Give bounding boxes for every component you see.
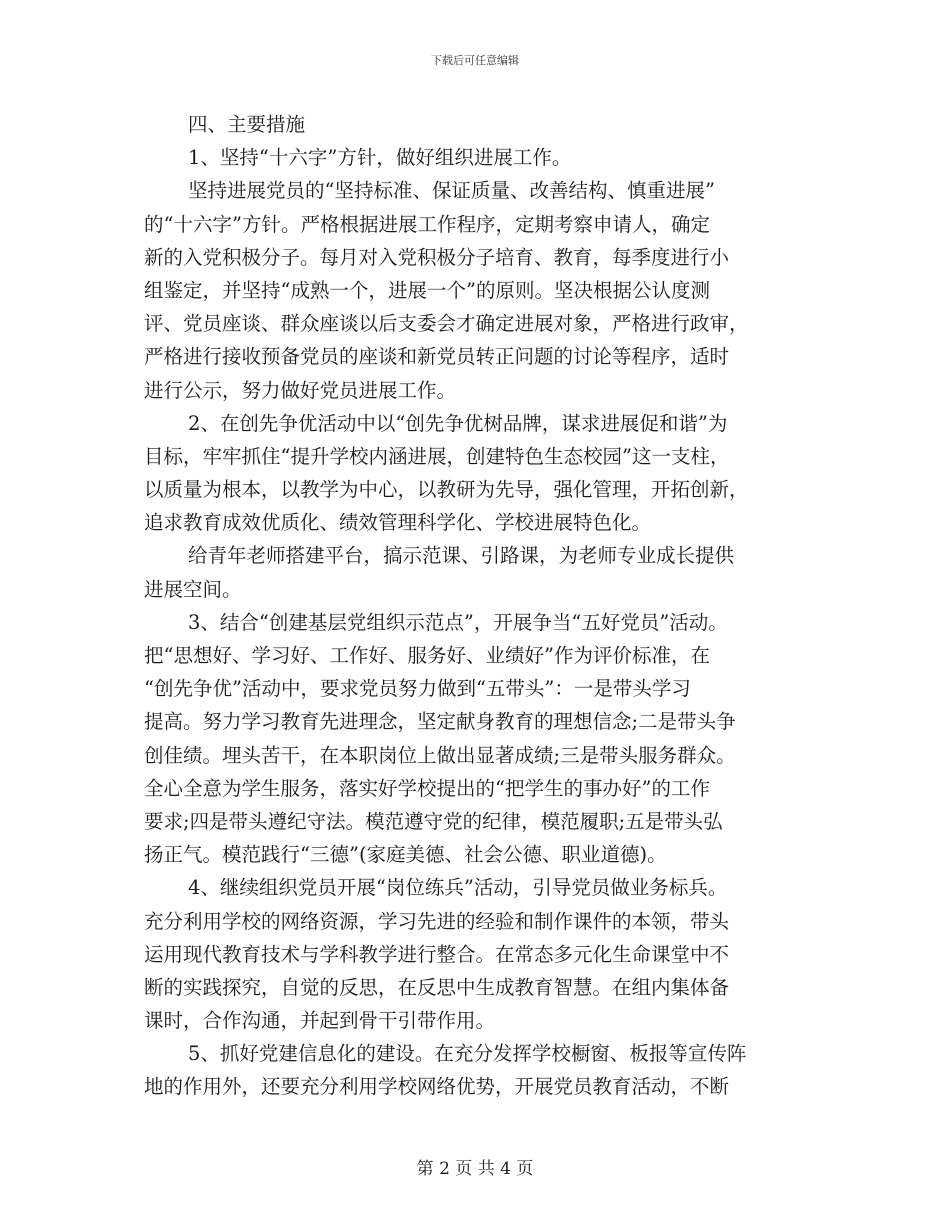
page-footer: 第 2 页 共 4 页 [416, 1159, 534, 1179]
text-line: 4、继续组织党员开展“岗位练兵”活动，引导党员做业务标兵。 [188, 876, 728, 900]
text-line: 把“思想好、学习好、工作好、服务好、业绩好”作为评价标准，在 [144, 644, 710, 667]
text-line: 给青年老师搭建平台，搞示范课、引路课，为老师专业成长提供 [188, 544, 735, 568]
text-line: 坚持进展党员的“坚持标准、保证质量、改善结构、慎重进展” [188, 179, 715, 203]
text-line: 进行公示，努力做好党员进展工作。 [144, 378, 457, 402]
page-header: 下载后可任意编辑 [431, 54, 519, 67]
text-line: 组鉴定，并坚持“成熟一个，进展一个”的原则。坚决根据公认度测 [144, 278, 710, 302]
text-line: “创先争优”活动中，要求党员努力做到“五带头”：一是带头学习 [144, 677, 691, 701]
text-line: 5、抓好党建信息化的建设。在充分发挥学校橱窗、板报等宣传阵 [188, 1042, 747, 1066]
text-line: 创佳绩。埋头苦干，在本职岗位上做出显著成绩;三是带头服务群众。 [144, 743, 736, 767]
text-line: 提高。努力学习教育先进理念，坚定献身教育的理想信念;二是带头争 [144, 710, 736, 734]
text-line: 进展空间。 [144, 577, 242, 601]
text-line: 严格进行接收预备党员的座谈和新党员转正问题的讨论等程序，适时 [144, 345, 730, 369]
text-line: 以质量为根本，以教学为中心，以教研为先导，强化管理，开拓创新， [144, 478, 749, 502]
text-line: 充分利用学校的网络资源，学习先进的经验和制作课件的本领，带头 [144, 909, 730, 933]
text-line: 目标，牢牢抓住“提升学校内涵进展，创建特色生态校园”这一支柱， [144, 444, 730, 468]
text-line: 课时，合作沟通，并起到骨干引带作用。 [144, 1009, 496, 1033]
text-line: 追求教育成效优质化、绩效管理科学化、学校进展特色化。 [144, 511, 652, 535]
text-line: 扬正气。模范践行“三德”(家庭美德、社会公德、职业道德)。 [144, 843, 667, 867]
text-line: 1、坚持“十六字”方针，做好组织进展工作。 [188, 146, 572, 170]
text-line: 的“十六字”方针。严格根据进展工作程序，定期考察申请人，确定 [144, 212, 710, 236]
text-line: 2、在创先争优活动中以“创先争优树品牌，谋求进展促和谐”为 [188, 411, 728, 435]
text-line: 四、主要措施 [188, 113, 306, 136]
text-line: 3、结合“创建基层党组织示范点”，开展争当“五好党员”活动。 [188, 610, 728, 634]
text-line: 全心全意为学生服务，落实好学校提出的“把学生的事办好”的工作 [144, 776, 710, 800]
text-line: 断的实践探究，自觉的反思，在反思中生成教育智慧。在组内集体备 [144, 975, 730, 999]
text-line: 地的作用外，还要充分利用学校网络优势，开展党员教育活动，不断 [144, 1075, 730, 1099]
text-line: 新的入党积极分子。每月对入党积极分子培育、教育，每季度进行小 [144, 245, 730, 269]
text-line: 评、党员座谈、群众座谈以后支委会才确定进展对象，严格进行政审， [144, 312, 749, 336]
text-line: 要求;四是带头遵纪守法。模范遵守党的纪律，模范履职;五是带头弘 [144, 809, 723, 833]
document-body [144, 108, 809, 1104]
text-line: 运用现代教育技术与学科教学进行整合。在常态多元化生命课堂中不 [144, 942, 730, 966]
